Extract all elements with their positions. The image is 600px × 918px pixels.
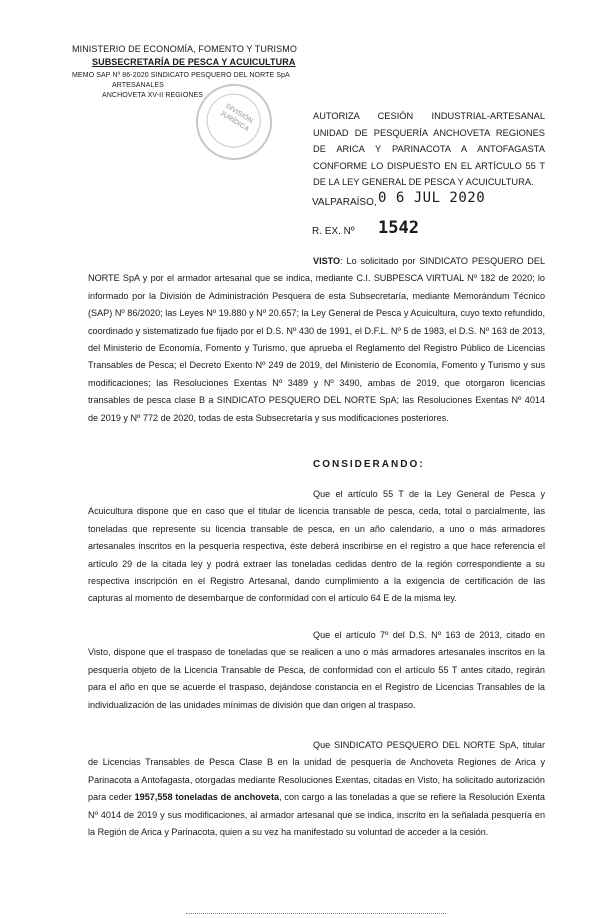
p3-lead: Que SINDICATO PESQUERO DEL NORTE SpA, titular [313, 740, 545, 750]
considerando-paragraph-3 [88, 737, 545, 841]
header-line-artesanales: ARTESANALES [112, 82, 164, 89]
footer-dotted-line [186, 913, 446, 916]
subsecretaria-name: SUBSECRETARÍA DE PESCA Y ACUICULTURA [92, 57, 296, 67]
memo-reference: MEMO SAP Nº 86-2020 SINDICATO PESQUERO DEL NORTE SpA [72, 72, 290, 79]
place-label: VALPARAÍSO, [312, 197, 377, 208]
rex-label: R. EX. Nº [312, 226, 355, 237]
stamp-text: DIVISIÓN JURÍDICA [218, 102, 254, 134]
p1-lead: Que el artículo 55 T de la Ley General de Pesca y [313, 489, 545, 499]
considerando-heading: CONSIDERANDO: [313, 459, 425, 470]
considerando-paragraph-1 [88, 486, 545, 608]
visto-text: : Lo solicitado por SINDICATO PESQUERO DEL NORTE SpA y por el armador artesanal que se indica, mediante C.I. SUBPESCA VIRTUAL Nº 182 de 2020; lo informado por la División de Administración Pesquera de esta Subsecretaría, mediante Memorándum Técnico (SAP) Nº 86/2020; las Leyes Nº 19.880 y Nº 20.657; la Ley General de Pesca y Acuicultura, cuyo texto refundido, coordinado y sistematizado fue fijado por el D.S. Nº 430 de 1991, el D.F.L. Nº 5 de 1983, el D.S. Nº 163 de 2013, del Ministerio de Economía, Fomento y Turismo, que aprueba el Reglamento del Registro Público de Licencias Transables de Pesca; el Decreto Exento Nº 249 de 2019, del Ministerio de Economía, Fomento y Turismo y sus modificaciones; las Resoluciones Exentas Nº 3489 y Nº 3490, ambas de 2019, que otorgaron licencias transables de pesca clase B a SINDICATO PESQUERO DEL NORTE SpA; las Resoluciones Exentas Nº 4014 de 2019 y Nº 772 de 2020, todas de esta Subsecretaría y sus modificaciones posteriores. [88, 256, 545, 423]
p2-body: en Visto, dispone que el traspaso de toneladas que se realicen a uno o más armadores artesanales inscritos en la pesquería objeto de la Licencia Transable de Pesca, de conformidad con el artículo 55 T antes citado, regirán para el año en que se acuerde el traspaso, dejándose constancia en el Registro de Licencias Transables de la individualización de las unidades mínimas de división que dan origen al traspaso. [88, 630, 545, 710]
resolution-date: 0 6 JUL 2020 [378, 190, 486, 206]
rex-number: 1542 [378, 218, 419, 238]
resolution-title: AUTORIZA CESIÓN INDUSTRIAL-ARTESANAL UNIDAD DE PESQUERÍA ANCHOVETA REGIONES DE ARICA Y PARINACOTA A ANTOFAGASTA CONFORME LO DISPUESTO EN EL ARTÍCULO 55 T DE LA LEY GENERAL DE PESCA Y ACUICULTURA. [313, 111, 545, 188]
p3-body-a: de Licencias Transables de Pesca Clase B en la unidad de pesquería de Anchoveta Regiones de Arica y Parinacota a Antofagasta, otorgadas mediante Resoluciones Exentas, citadas en Visto, ha solicitado autorización para ceder [88, 757, 545, 803]
p3-tonnage: 1957,558 toneladas de anchoveta [134, 792, 280, 803]
visto-label: VISTO [313, 256, 341, 266]
p3-body-b: , con cargo a las toneladas a que se refiere la Resolución Exenta Nº 4014 de 2019 y sus modificaciones, al armador artesanal que se indica, inscrito en la señalada pesquería en la Región de Arica y Parinacota, quien a su vez ha manifestado su voluntad de acceder a la cesión. [88, 792, 545, 838]
considerando-paragraph-2 [88, 627, 545, 714]
visto-paragraph [88, 253, 545, 427]
p2-lead: Que el artículo 7º del D.S. Nº 163 de 2013, citado [313, 630, 531, 640]
header-line-anchoveta: ANCHOVETA XV-II REGIONES [102, 92, 204, 99]
ministry-name: MINISTERIO DE ECONOMÍA, FOMENTO Y TURISMO [72, 44, 297, 54]
division-stamp [182, 70, 287, 175]
p1-body: Acuicultura dispone que en caso que el titular de licencia transable de pesca, ceda, total o parcialmente, las toneladas que represente su licencia transable de pesca, en un año calendario, a uno o más armadores artesanales inscritos en la pesquería respectiva, éste deberá inscribirse en el registro a que hace referencia el artículo 29 de la citada ley y podrá extraer las toneladas cedidas dentro de la región correspondiente a su respectiva inscripción en el Registro Artesanal, dando cumplimiento a la exigencia de certificación de las capturas al momento de desembarque de conformidad con el artículo 64 E de la misma ley. [88, 506, 545, 604]
